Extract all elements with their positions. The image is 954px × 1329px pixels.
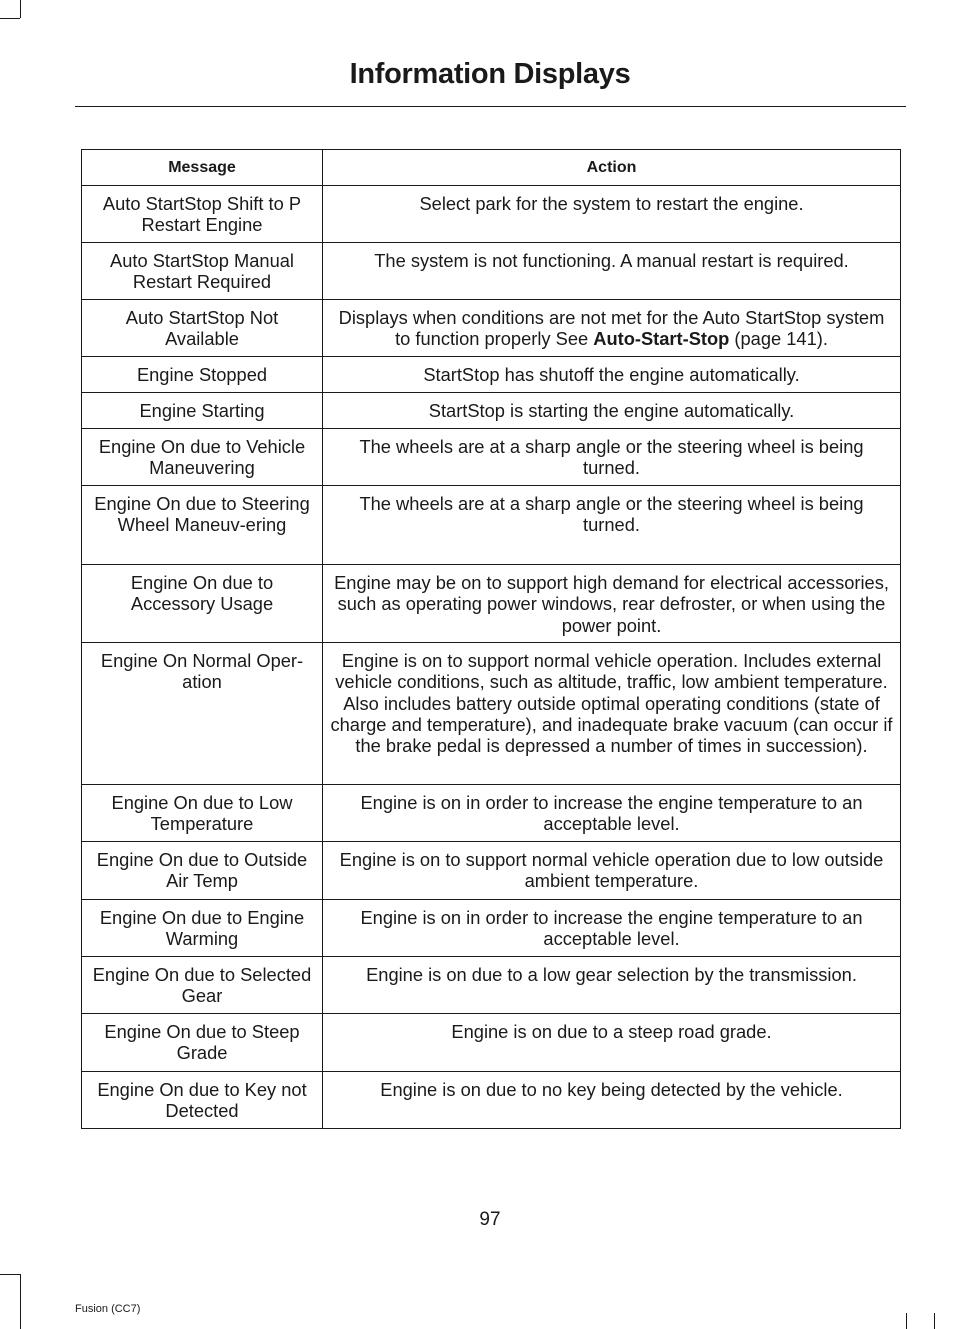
- table-row: [82, 429, 901, 486]
- message-cell: Engine On due to Low Temperature: [82, 785, 323, 842]
- action-cell: Engine is on in order to increase the engine temperature to an acceptable level.: [323, 785, 901, 842]
- message-cell: Auto StartStop Not Available: [82, 300, 323, 357]
- table-row: [82, 565, 901, 643]
- table-row: [82, 1072, 901, 1129]
- action-cell: The wheels are at a sharp angle or the steering wheel is being turned.: [323, 486, 901, 565]
- crop-mark: [906, 1313, 907, 1329]
- table-row: [82, 186, 901, 243]
- action-cell: Engine is on due to no key being detected by the vehicle.: [323, 1072, 901, 1129]
- table-row: [82, 486, 901, 565]
- title-divider: [75, 106, 906, 107]
- action-cell: Engine is on to support normal vehicle operation. Includes external vehicle conditions, such as altitude, traffic, low ambient temperature. Also includes battery outside optimal operating conditions (state of charge and temperature), and inadequate brake vacuum (can occur if the brake pedal is depressed a number of times in succession).: [323, 643, 901, 785]
- message-cell: Engine On due to Engine Warming: [82, 900, 323, 957]
- message-cell: Engine On due to Outside Air Temp: [82, 842, 323, 900]
- table-row: [82, 300, 901, 357]
- action-cell: Engine is on due to a steep road grade.: [323, 1014, 901, 1072]
- message-cell: Engine Stopped: [82, 357, 323, 393]
- table-row: [82, 1014, 901, 1072]
- action-cell: Select park for the system to restart the engine.: [323, 186, 901, 243]
- column-header-message: Message: [82, 150, 323, 186]
- column-header-action: Action: [323, 150, 901, 186]
- page-reference: (page 141).: [729, 328, 828, 350]
- action-cell: Engine is on due to a low gear selection by the transmission.: [323, 957, 901, 1014]
- table-row: [82, 900, 901, 957]
- message-cell: Engine On due to Steering Wheel Maneuv-ering: [82, 486, 323, 565]
- action-cell: Engine is on in order to increase the engine temperature to an acceptable level.: [323, 900, 901, 957]
- table-row: [82, 842, 901, 900]
- table-header-row: [82, 150, 901, 186]
- table-row: [82, 393, 901, 429]
- action-text: Displays when conditions are not met for the Auto StartStop system to function properly See: [338, 307, 885, 350]
- crop-mark: [934, 1313, 935, 1329]
- page-number: 97: [479, 1209, 501, 1230]
- crop-mark: [20, 0, 21, 18]
- message-cell: Engine On due to Steep Grade: [82, 1014, 323, 1072]
- crop-mark: [0, 1274, 20, 1275]
- page-title: Information Displays: [349, 58, 631, 90]
- action-cell: Engine is on to support normal vehicle operation due to low outside ambient temperature.: [323, 842, 901, 900]
- action-cell: Engine may be on to support high demand for electrical accessories, such as operating power windows, rear defroster, or when using the power point.: [323, 565, 901, 643]
- message-cell: Auto StartStop Manual Restart Required: [82, 243, 323, 300]
- action-cell: StartStop has shutoff the engine automatically.: [323, 357, 901, 393]
- crop-mark: [20, 1274, 21, 1329]
- action-cell: The wheels are at a sharp angle or the steering wheel is being turned.: [323, 429, 901, 486]
- table-row: [82, 357, 901, 393]
- message-cell: Engine On due to Vehicle Maneuvering: [82, 429, 323, 486]
- message-cell: Engine Starting: [82, 393, 323, 429]
- messages-table: [81, 149, 901, 1129]
- action-cell: [323, 300, 901, 357]
- table-row: [82, 643, 901, 785]
- cross-reference-link[interactable]: Auto-Start-Stop: [593, 328, 730, 350]
- table-row: [82, 243, 901, 300]
- message-cell: Engine On due to Selected Gear: [82, 957, 323, 1014]
- message-cell: Engine On due to Key not Detected: [82, 1072, 323, 1129]
- action-cell: StartStop is starting the engine automatically.: [323, 393, 901, 429]
- crop-mark: [0, 18, 20, 19]
- table-row: [82, 957, 901, 1014]
- footer-model-label: Fusion (CC7): [75, 1303, 141, 1315]
- message-cell: Auto StartStop Shift to P Restart Engine: [82, 186, 323, 243]
- message-cell: Engine On Normal Oper-ation: [82, 643, 323, 785]
- action-cell: The system is not functioning. A manual restart is required.: [323, 243, 901, 300]
- message-cell: Engine On due to Accessory Usage: [82, 565, 323, 643]
- table-row: [82, 785, 901, 842]
